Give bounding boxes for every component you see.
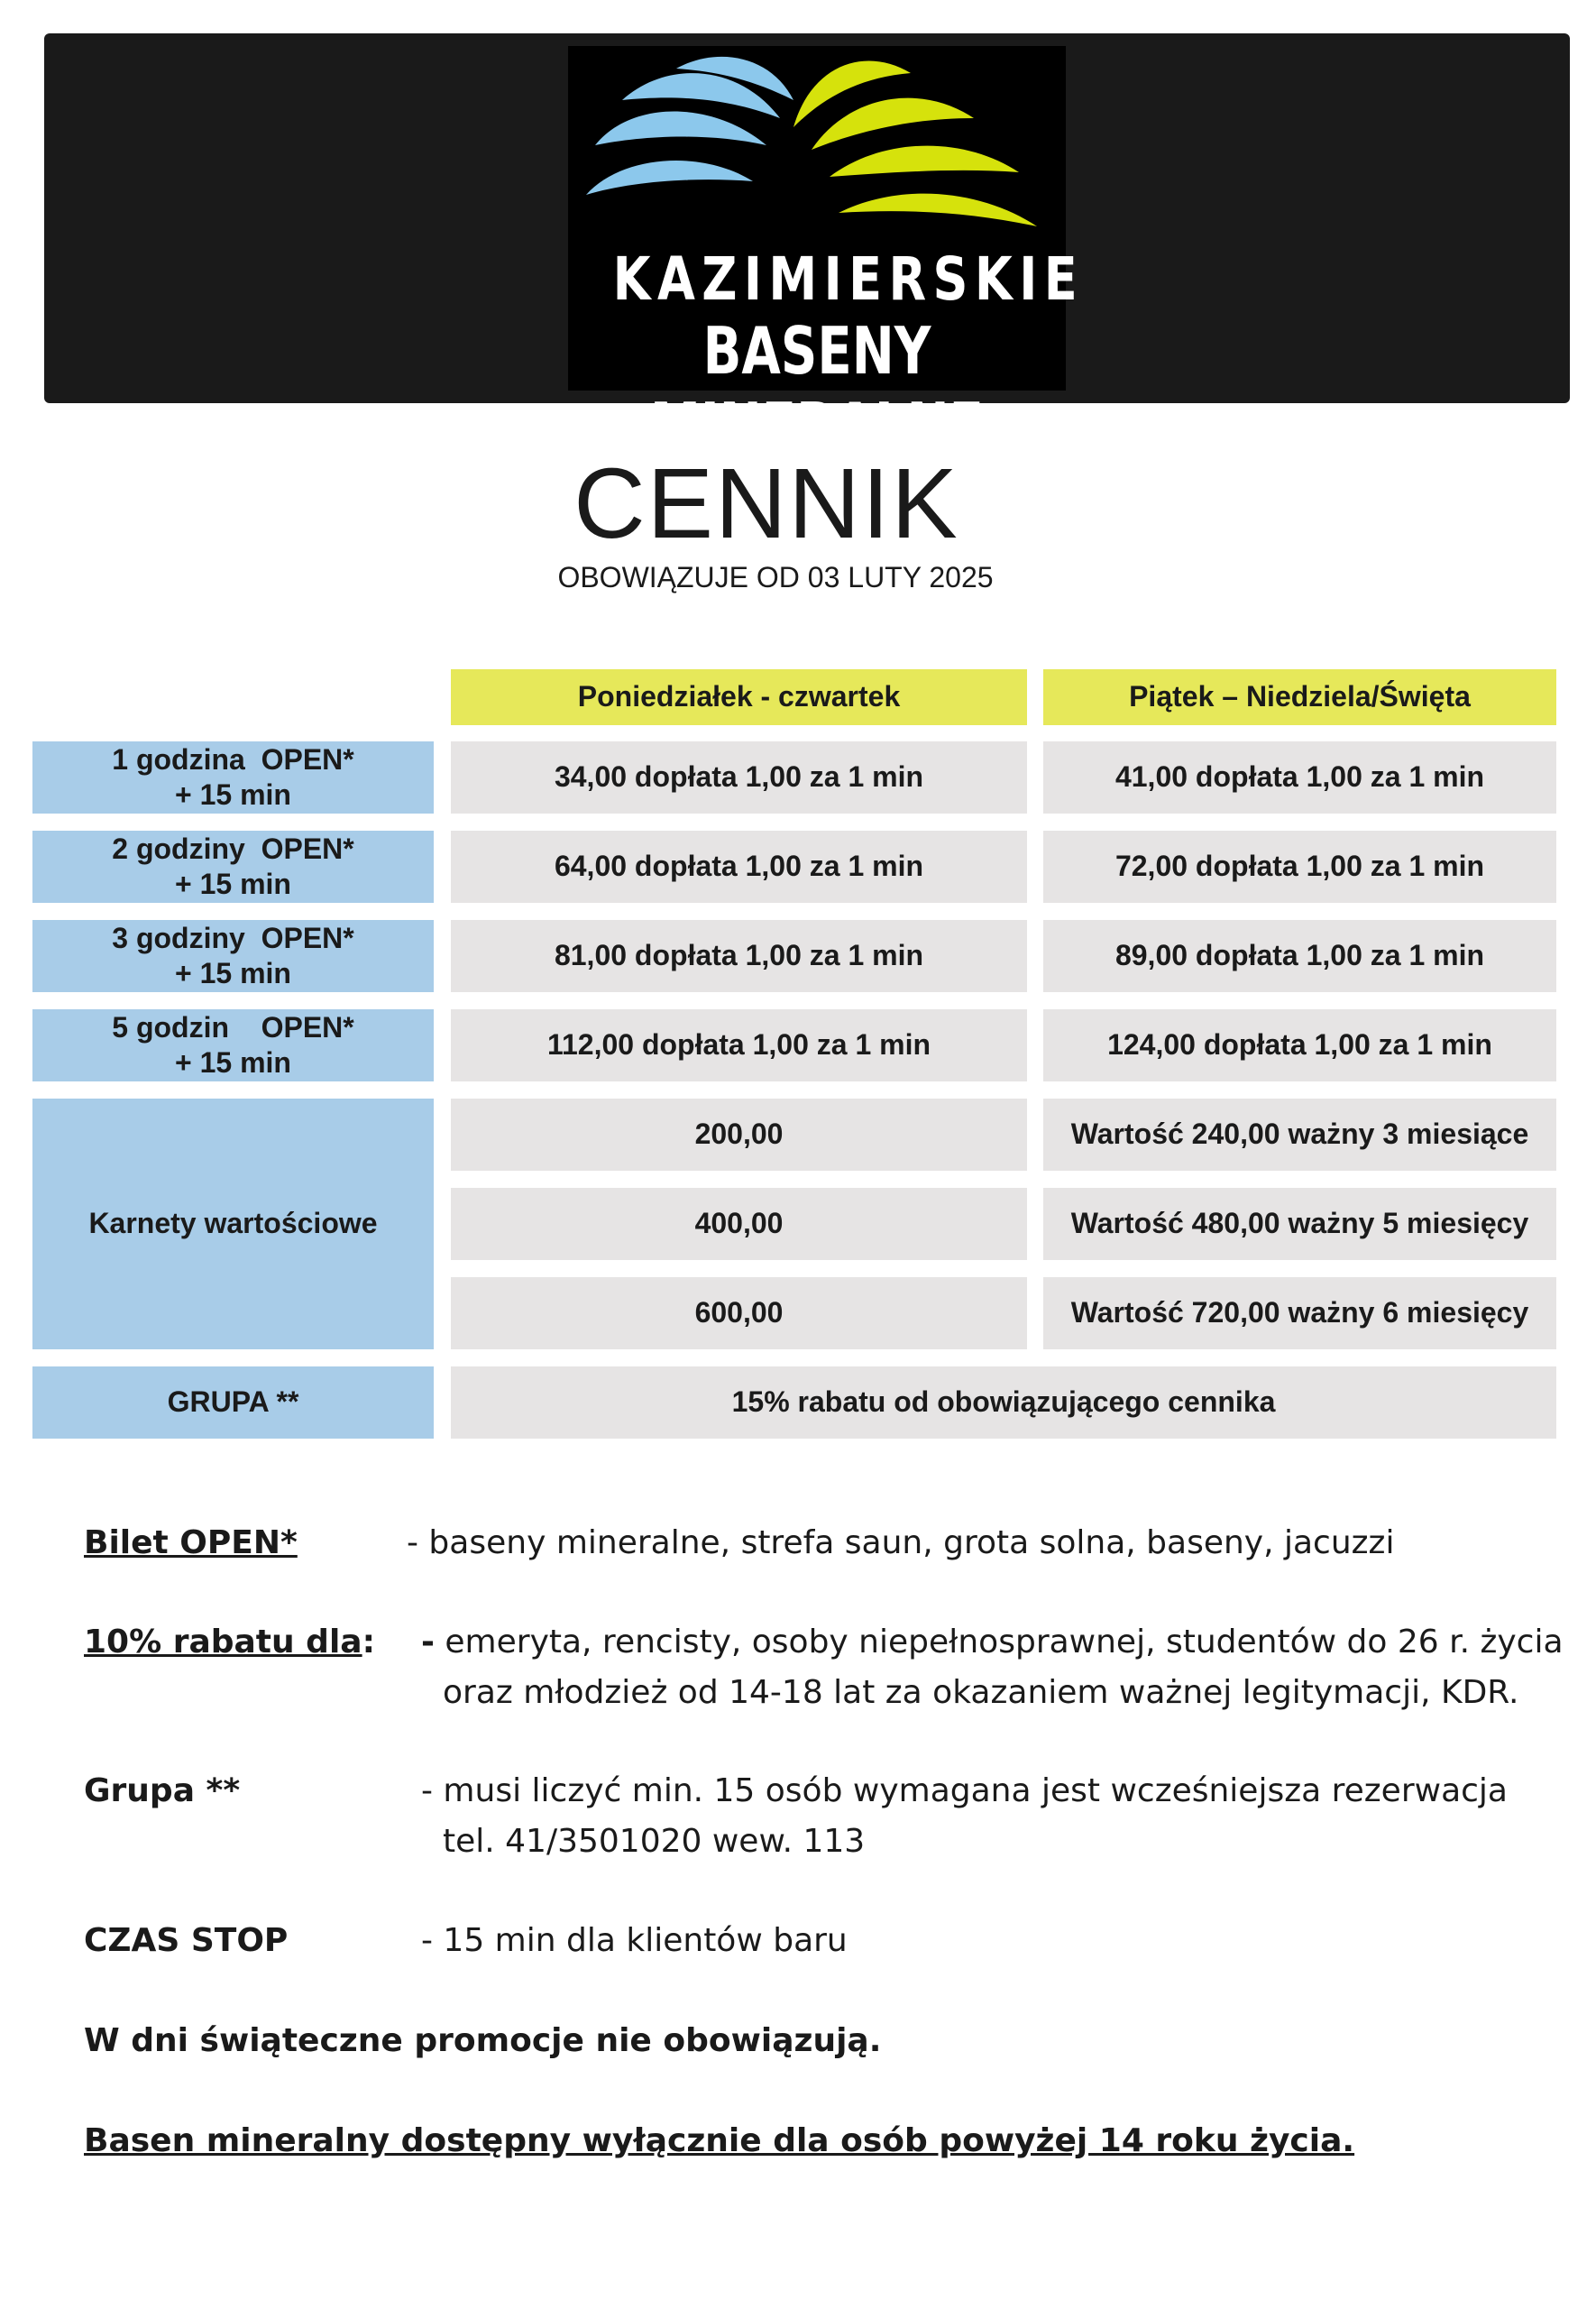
karnet-description: Wartość 480,00 ważny 5 miesięcy [1043, 1188, 1556, 1260]
karnet-price: 200,00 [451, 1099, 1027, 1171]
price-cell-weekend: 124,00 dopłata 1,00 za 1 min [1043, 1009, 1556, 1081]
price-cell-weekday: 64,00 dopłata 1,00 za 1 min [451, 831, 1027, 903]
note-stop-text: - 15 min dla klientów baru [421, 1922, 848, 1959]
row-label-text: 2 godziny OPEN* + 15 min [112, 832, 354, 900]
logo-petal-green-2 [812, 98, 974, 150]
logo-petal-blue-1 [595, 112, 766, 146]
note-discount-line-2: oraz młodzież od 14-18 lat za okazaniem ważnej legitymacji, KDR. [443, 1674, 1519, 1711]
note-group-label: Grupa ** [84, 1772, 241, 1809]
row-label [32, 1009, 434, 1081]
note-open-text: - baseny mineralne, strefa saun, grota solna, baseny, jacuzzi [407, 1524, 1395, 1561]
price-cell-weekend: 89,00 dopłata 1,00 za 1 min [1043, 920, 1556, 992]
logo-petal-green-3 [830, 146, 1019, 177]
logo-petal-blue-4 [586, 161, 753, 195]
note-discount-label-wrap [84, 1617, 375, 1668]
row-label-text: 5 godzin OPEN* + 15 min [112, 1010, 354, 1079]
note-stop-label: CZAS STOP [84, 1922, 289, 1959]
logo-petal-green-4 [839, 194, 1037, 226]
row-label-text: 3 godziny OPEN* + 15 min [112, 921, 354, 989]
note-age-restriction: Basen mineralny dostępny wyłącznie dla osób powyżej 14 roku życia. [84, 2122, 1355, 2159]
note-discount-text: emeryta, rencisty, osoby niepełnosprawnej, studentów do 26 r. życia [434, 1624, 1564, 1660]
price-cell-weekday: 34,00 dopłata 1,00 za 1 min [451, 741, 1027, 814]
column-header-weekday: Poniedziałek - czwartek [451, 669, 1027, 725]
karnet-description: Wartość 720,00 ważny 6 miesięcy [1043, 1277, 1556, 1349]
grupa-discount: 15% rabatu od obowiązującego cennika [451, 1366, 1556, 1439]
logo [568, 46, 1085, 465]
page-subtitle: OBOWIĄZUJE OD 03 LUTY 2025 [557, 561, 994, 593]
note-discount-line-1 [421, 1617, 1564, 1668]
page-title: CENNIK [573, 448, 959, 559]
note-discount-label: 10% rabatu dla [84, 1624, 362, 1660]
note-group-line-2: tel. 41/3501020 wew. 113 [443, 1823, 866, 1860]
note-discount-colon: : [362, 1624, 375, 1660]
grupa-label: GRUPA ** [32, 1366, 434, 1439]
price-cell-weekday: 81,00 dopłata 1,00 za 1 min [451, 920, 1027, 992]
price-cell-weekend: 72,00 dopłata 1,00 za 1 min [1043, 831, 1556, 903]
note-open-label: Bilet OPEN* [84, 1524, 298, 1561]
row-label [32, 831, 434, 903]
karnet-price: 600,00 [451, 1277, 1027, 1349]
row-label-text: 1 godzina OPEN* + 15 min [112, 742, 354, 811]
price-cell-weekend: 41,00 dopłata 1,00 za 1 min [1043, 741, 1556, 814]
note-discount-dash: - [421, 1624, 435, 1660]
logo-line-2: BASENY MINERALNE [649, 313, 985, 465]
logo-line-1: KAZIMIERSKIE [612, 244, 1085, 314]
row-label [32, 741, 434, 814]
price-cell-weekday: 112,00 dopłata 1,00 za 1 min [451, 1009, 1027, 1081]
column-header-weekend: Piątek – Niedziela/Święta [1043, 669, 1556, 725]
note-group-line-1: - musi liczyć min. 15 osób wymagana jest wcześniejsza rezerwacja [421, 1772, 1508, 1809]
karnety-label: Karnety wartościowe [32, 1099, 434, 1349]
note-holidays: W dni świąteczne promocje nie obowiązują. [84, 2022, 882, 2059]
karnet-description: Wartość 240,00 ważny 3 miesiące [1043, 1099, 1556, 1171]
row-label [32, 920, 434, 992]
karnet-price: 400,00 [451, 1188, 1027, 1260]
